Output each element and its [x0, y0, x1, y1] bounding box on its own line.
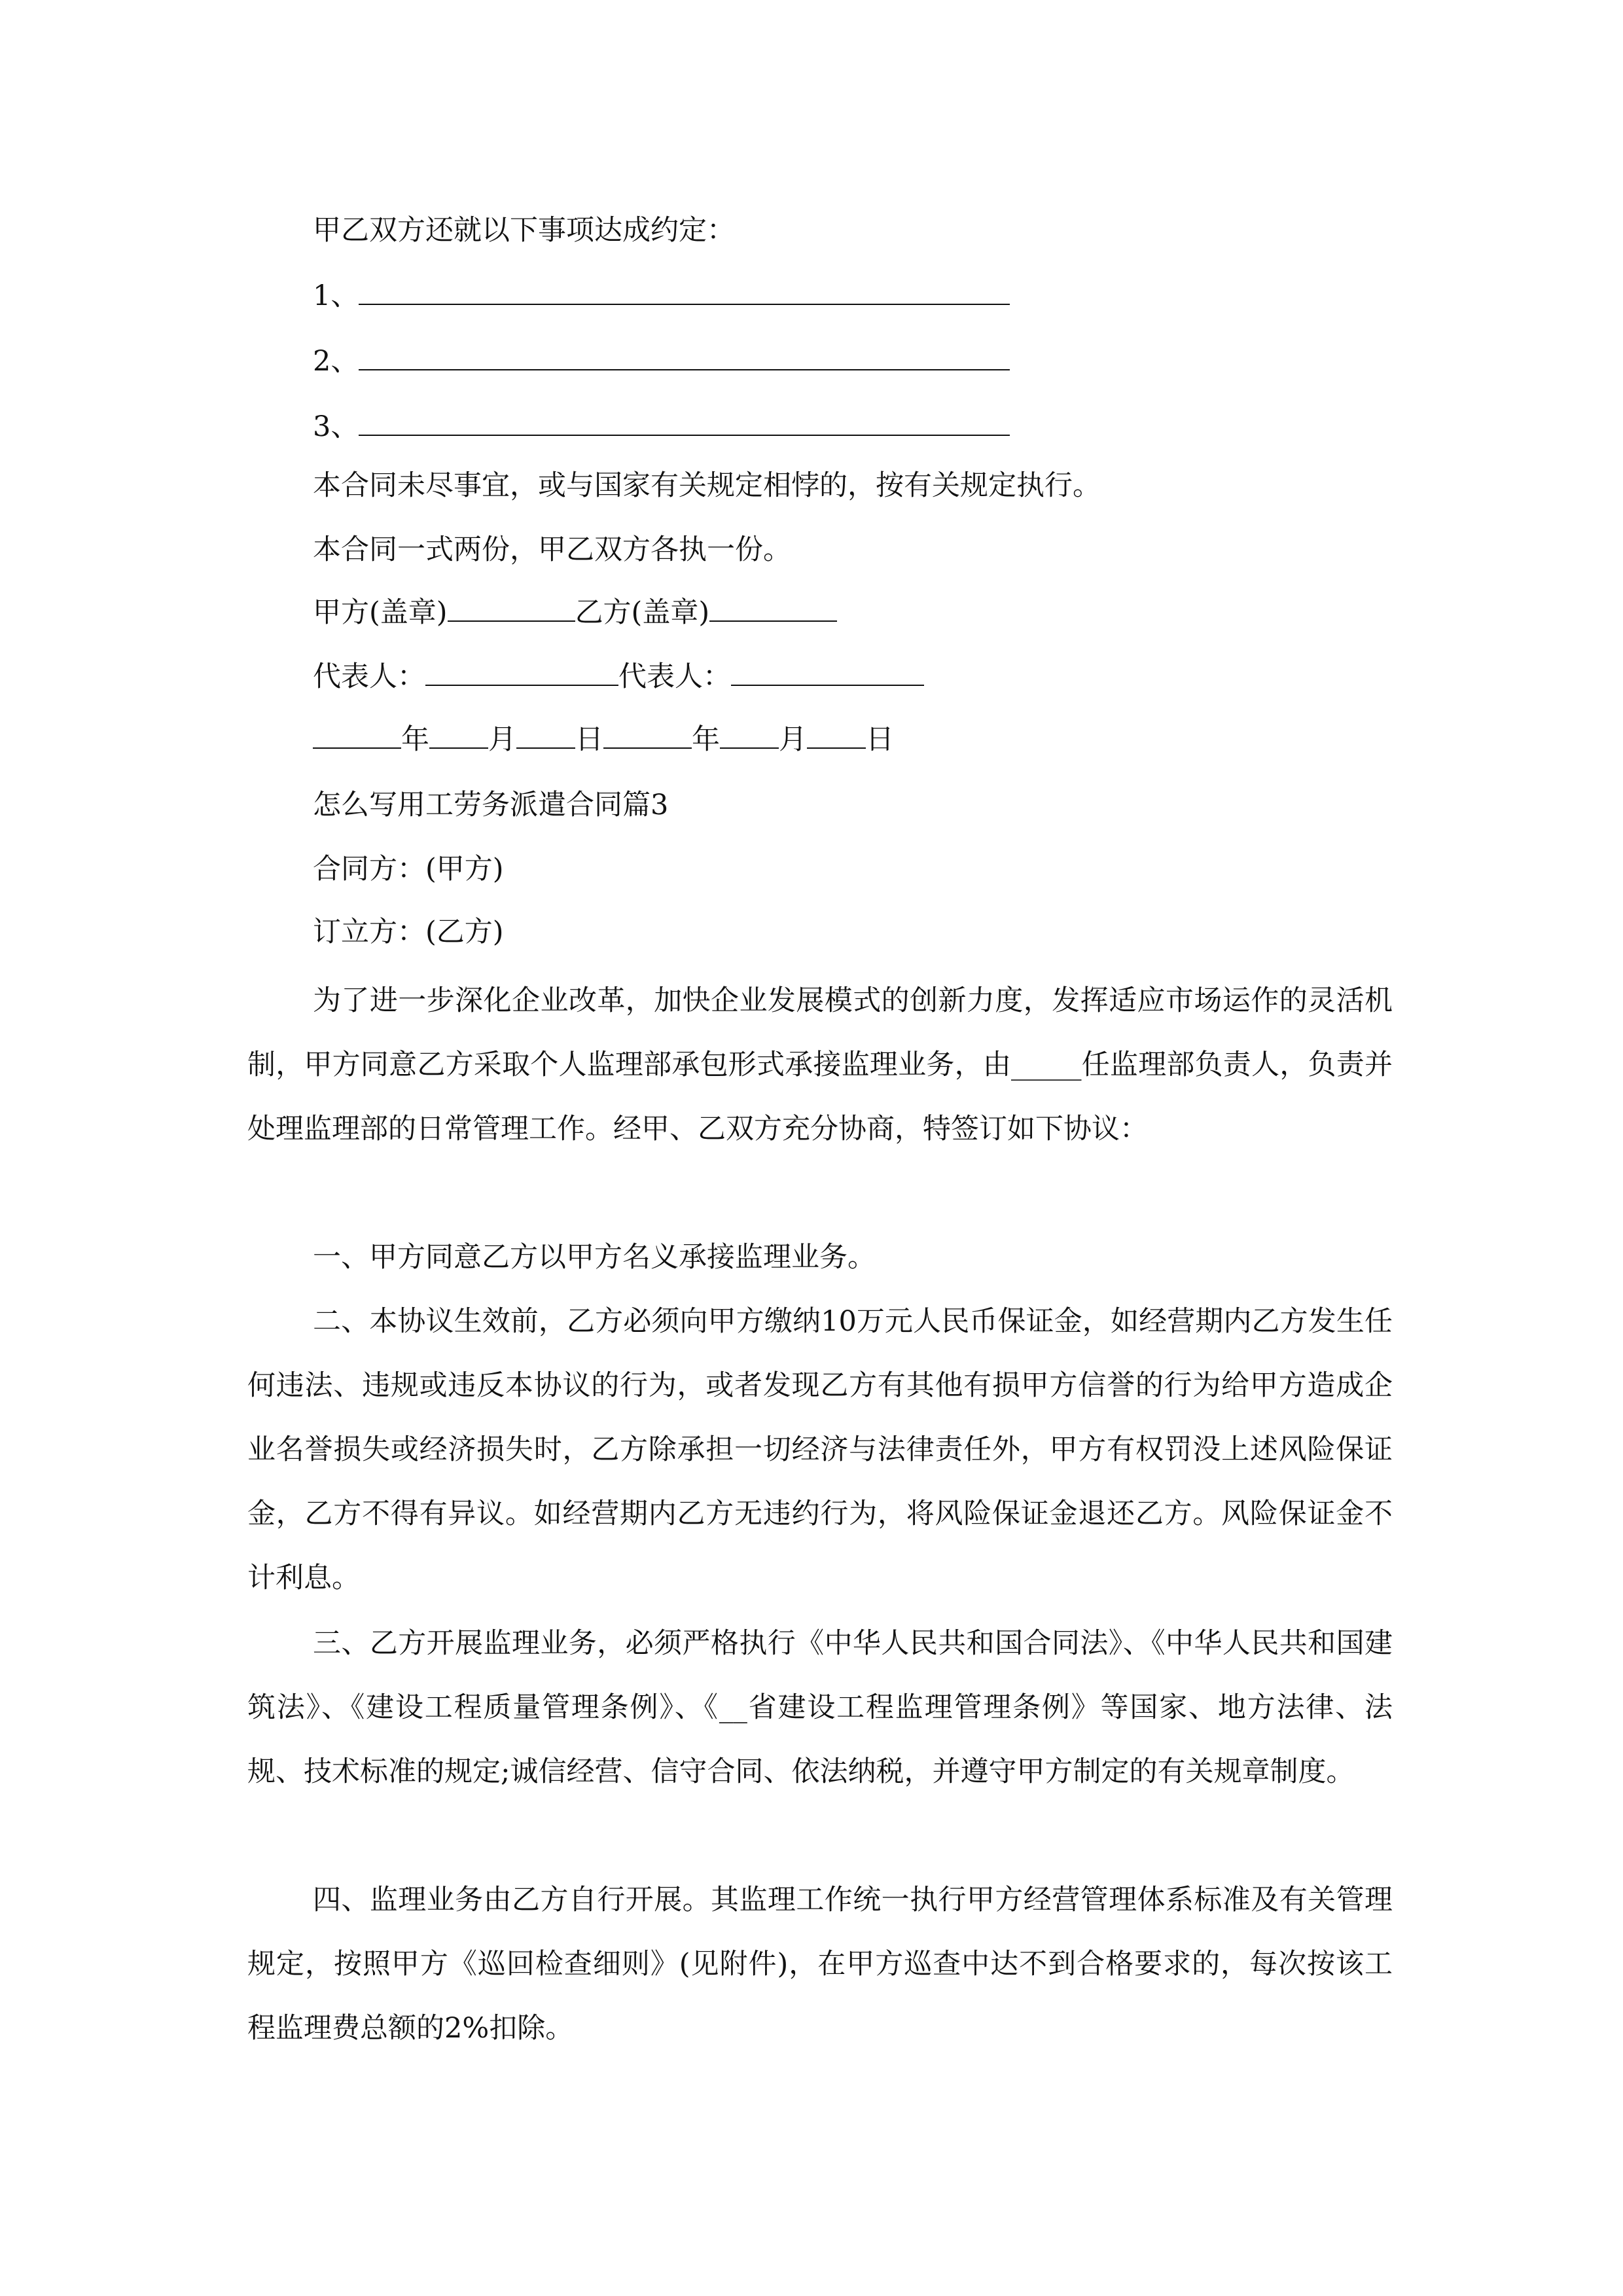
paragraph-clause-4: 四、监理业务由乙方自行开展。其监理工作统一执行甲方经营管理体系标准及有关管理规定，按照甲方《巡回检查细则》(见附件)，在甲方巡查中达不到合格要求的，每次按该工程监理费总额的2%扣除。: [247, 1884, 1393, 2045]
intro-line: 甲乙双方还就以下事项达成约定：: [313, 214, 735, 247]
date-b-month: 月: [779, 723, 807, 756]
contract-party-line: 合同方：(甲方): [313, 853, 504, 886]
date-a-day: 日: [575, 723, 603, 756]
party-a-seal-blank: [448, 594, 575, 622]
item-3-label: 3、: [313, 410, 359, 443]
item-3: [313, 407, 1010, 446]
date-b-day-blank: [807, 721, 866, 749]
section-title: 怎么写用工劳务派遣合同篇3: [313, 789, 669, 821]
date-b-year: 年: [692, 723, 720, 756]
clause-copies: 本合同一式两份，甲乙双方各执一份。: [313, 533, 791, 566]
rep-b-blank: [731, 658, 924, 686]
paragraph-clause-2: 二、本协议生效前，乙方必须向甲方缴纳10万元人民币保证金，如经营期内乙方发生任何违法、违规或违反本协议的行为，或者发现乙方有其他有损甲方信誉的行为给甲方造成企业名誉损失或经济损失时，乙方除承担一切经济与法律责任外，甲方有权罚没上述风险保证金，乙方不得有异议。如经营期内乙方无违约行为，将风险保证金退还乙方。风险保证金不计利息。: [247, 1305, 1393, 1594]
rep-b-label: 代表人：: [618, 660, 731, 693]
clause-unresolved: 本合同未尽事宜，或与国家有关规定相悖的，按有关规定执行。: [313, 469, 1101, 502]
date-b-month-blank: [720, 721, 779, 749]
date-b-year-blank: [603, 721, 692, 749]
item-1: [313, 276, 1010, 315]
date-a-year: 年: [401, 723, 429, 756]
paragraph-clause-3: 三、乙方开展监理业务，必须严格执行《中华人民共和国合同法》、《中华人民共和国建筑法》、《建设工程质量管理条例》、《__省建设工程监理管理条例》等国家、地方法律、法规、技术标准的规定;诚信经营、信守合同、依法纳税，并遵守甲方制定的有关规章制度。: [247, 1627, 1393, 1788]
rep-a-label: 代表人：: [313, 660, 425, 693]
signing-party-line: 订立方：(乙方): [313, 916, 504, 948]
date-b-day: 日: [866, 723, 894, 756]
representative-line: [313, 657, 924, 696]
date-a-year-blank: [313, 721, 401, 749]
item-3-blank: [359, 408, 1010, 436]
sign-seal-line: [313, 593, 837, 632]
item-2-blank: [359, 343, 1010, 370]
paragraph-preamble: 为了进一步深化企业改革，加快企业发展模式的创新力度，发挥适应市场运作的灵活机制，甲方同意乙方采取个人监理部承包形式承接监理业务，由_____任监理部负责人，负责并处理监理部的日常管理工作。经甲、乙双方充分协商，特签订如下协议：: [247, 984, 1393, 1145]
item-1-blank: [359, 278, 1010, 305]
item-2: [313, 342, 1010, 381]
date-a-day-blank: [516, 721, 575, 749]
party-b-seal-blank: [709, 594, 837, 622]
item-2-label: 2、: [313, 345, 359, 378]
paragraph-clause-1: 一、甲方同意乙方以甲方名义承接监理业务。: [313, 1241, 876, 1274]
date-line: [313, 720, 894, 759]
date-a-month-blank: [429, 721, 488, 749]
rep-a-blank: [425, 658, 618, 686]
date-a-month: 月: [488, 723, 516, 756]
party-b-seal-label: 乙方(盖章): [575, 596, 710, 629]
item-1-label: 1、: [313, 279, 359, 312]
party-a-seal-label: 甲方(盖章): [313, 596, 448, 629]
